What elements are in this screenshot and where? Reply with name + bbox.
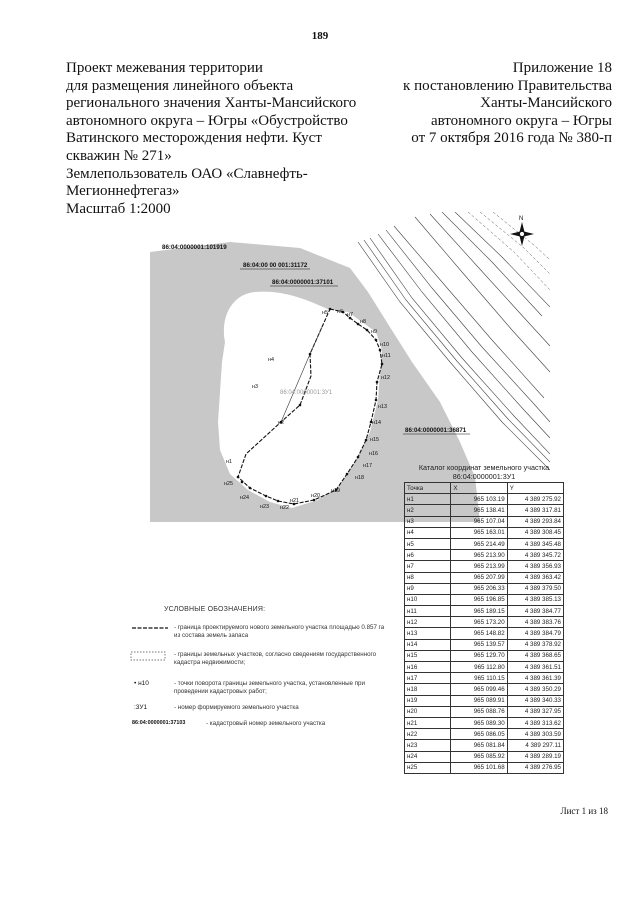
cadastral-label: 86:04:00 00 001:31172 bbox=[243, 262, 308, 269]
point-label: н1 bbox=[226, 459, 232, 465]
turning-point bbox=[313, 499, 316, 502]
cell-x: 965 129.70 bbox=[451, 650, 507, 661]
cell-y: 4 389 308.45 bbox=[507, 527, 563, 538]
point-label: н25 bbox=[224, 481, 233, 487]
cell-point: н1 bbox=[405, 494, 451, 505]
table-row bbox=[405, 617, 564, 628]
turning-point bbox=[375, 339, 378, 342]
project-title-line: скважин № 271» bbox=[66, 147, 172, 164]
coordinate-table bbox=[404, 482, 564, 774]
appendix-line: Приложение 18 bbox=[512, 60, 612, 76]
turning-point bbox=[309, 353, 312, 356]
table-row bbox=[405, 494, 564, 505]
cell-x: 965 085.92 bbox=[451, 751, 507, 762]
turning-point bbox=[329, 308, 332, 311]
cell-point: н18 bbox=[405, 684, 451, 695]
legend-symbol: • н10 bbox=[134, 680, 149, 687]
cell-y: 4 389 297.11 bbox=[507, 740, 563, 751]
point-label: н16 bbox=[369, 451, 378, 457]
cell-point: н24 bbox=[405, 751, 451, 762]
point-label: н5 bbox=[322, 310, 328, 316]
map-scale: Масштаб 1:2000 bbox=[66, 200, 171, 217]
cell-x: 965 110.15 bbox=[451, 673, 507, 684]
column-header-y: Y bbox=[507, 483, 563, 494]
cell-point: н17 bbox=[405, 673, 451, 684]
turning-point bbox=[357, 323, 360, 326]
cadastral-label: 86:04:0000001:101919 bbox=[162, 244, 227, 251]
point-label: н3 bbox=[252, 384, 258, 390]
table-row bbox=[405, 550, 564, 561]
cell-x: 965 196.85 bbox=[451, 594, 507, 605]
turning-point bbox=[346, 473, 349, 476]
cadastral-label: 86:04:0000001:37101 bbox=[272, 279, 334, 286]
road-lines bbox=[468, 212, 550, 290]
appendix-line: к постановлению Правительства bbox=[403, 77, 612, 94]
cell-point: н21 bbox=[405, 717, 451, 728]
turning-point bbox=[299, 404, 302, 407]
cell-y: 4 389 345.72 bbox=[507, 550, 563, 561]
point-label: н14 bbox=[372, 420, 381, 426]
turning-point bbox=[370, 421, 373, 424]
dashed-line-symbol bbox=[130, 624, 170, 632]
cell-y: 4 389 368.65 bbox=[507, 650, 563, 661]
point-label: н7 bbox=[347, 312, 353, 318]
point-label: н13 bbox=[378, 404, 387, 410]
project-title-line: автономного округа – Югры «Обустройство bbox=[66, 112, 348, 129]
cell-y: 4 389 361.39 bbox=[507, 673, 563, 684]
cell-point: н15 bbox=[405, 650, 451, 661]
legend-item-text: - точки поворота границы земельного участка, установленные при проведении кадастровых работ; bbox=[174, 680, 365, 695]
table-row bbox=[405, 740, 564, 751]
cell-y: 4 389 384.77 bbox=[507, 606, 563, 617]
north-label: N bbox=[519, 216, 524, 222]
point-label: н21 bbox=[290, 498, 299, 504]
cell-x: 965 086.05 bbox=[451, 729, 507, 740]
point-label: н15 bbox=[370, 437, 379, 443]
table-row bbox=[405, 606, 564, 617]
turning-point bbox=[381, 363, 384, 366]
point-label: н4 bbox=[268, 357, 274, 363]
cell-point: н13 bbox=[405, 628, 451, 639]
cell-x: 965 103.19 bbox=[451, 494, 507, 505]
table-row bbox=[405, 628, 564, 639]
project-title-line: регионального значения Ханты-Мансийского bbox=[66, 95, 357, 112]
cell-y: 4 389 289.19 bbox=[507, 751, 563, 762]
cell-y: 4 389 379.50 bbox=[507, 583, 563, 594]
point-label: н9 bbox=[371, 329, 377, 335]
project-title bbox=[66, 60, 356, 218]
cell-x: 965 207.99 bbox=[451, 572, 507, 583]
cell-y: 4 389 378.92 bbox=[507, 639, 563, 650]
table-row bbox=[405, 751, 564, 762]
cell-x: 965 213.90 bbox=[451, 550, 507, 561]
project-title-line: Землепользователь ОАО «Славнефть- bbox=[66, 165, 308, 182]
cell-x: 965 089.91 bbox=[451, 695, 507, 706]
table-row bbox=[405, 505, 564, 516]
catalog-title-line: Каталог координат земельного участка bbox=[418, 463, 550, 472]
table-row bbox=[405, 650, 564, 661]
cell-y: 4 389 385.13 bbox=[507, 594, 563, 605]
legend-symbol: 86:04:0000001:37103 bbox=[132, 720, 186, 726]
turning-point bbox=[379, 349, 382, 352]
legend-item-text: - кадастровый номер земельного участка bbox=[206, 720, 326, 727]
catalog-title bbox=[404, 464, 564, 481]
turning-point bbox=[249, 487, 252, 490]
cell-x: 965 173.20 bbox=[451, 617, 507, 628]
cell-x: 965 088.76 bbox=[451, 706, 507, 717]
cell-point: н14 bbox=[405, 639, 451, 650]
cell-x: 965 206.33 bbox=[451, 583, 507, 594]
table-row bbox=[405, 729, 564, 740]
appendix-header bbox=[370, 60, 612, 148]
cell-y: 4 389 317.81 bbox=[507, 505, 563, 516]
cell-y: 4 389 340.33 bbox=[507, 695, 563, 706]
coordinate-catalog bbox=[404, 464, 564, 774]
cell-x: 965 214.49 bbox=[451, 538, 507, 549]
cell-point: н6 bbox=[405, 550, 451, 561]
point-label: н19 bbox=[331, 488, 340, 494]
cell-y: 4 389 384.79 bbox=[507, 628, 563, 639]
cell-y: 4 389 345.48 bbox=[507, 538, 563, 549]
table-row bbox=[405, 583, 564, 594]
legend-item-text: - границы земельных участков, согласно сведениям государственного кадастра недвижимости; bbox=[174, 651, 377, 666]
cell-x: 965 112.80 bbox=[451, 662, 507, 673]
cell-point: н10 bbox=[405, 594, 451, 605]
turning-point bbox=[357, 456, 360, 459]
cell-x: 965 101.68 bbox=[451, 762, 507, 773]
table-row bbox=[405, 561, 564, 572]
table-row bbox=[405, 538, 564, 549]
table-row bbox=[405, 594, 564, 605]
cell-y: 4 389 383.76 bbox=[507, 617, 563, 628]
table-header-row bbox=[405, 483, 564, 494]
cell-point: н5 bbox=[405, 538, 451, 549]
cell-y: 4 389 275.92 bbox=[507, 494, 563, 505]
point-label: н22 bbox=[280, 505, 289, 511]
cell-y: 4 389 303.59 bbox=[507, 729, 563, 740]
point-label: н17 bbox=[363, 463, 372, 469]
cell-point: н4 bbox=[405, 527, 451, 538]
cell-x: 965 148.82 bbox=[451, 628, 507, 639]
turning-point bbox=[277, 500, 280, 503]
dotted-box-symbol bbox=[130, 651, 170, 661]
appendix-line: автономного округа – Югры bbox=[430, 112, 612, 129]
cadastral-label: 86:04:0000001:36871 bbox=[405, 427, 467, 434]
north-arrow-icon bbox=[510, 222, 534, 246]
turning-point bbox=[366, 329, 369, 332]
cell-point: н8 bbox=[405, 572, 451, 583]
cell-point: н2 bbox=[405, 505, 451, 516]
project-title-line: для размещения линейного объекта bbox=[66, 77, 294, 94]
table-row bbox=[405, 762, 564, 773]
legend-title: УСЛОВНЫЕ ОБОЗНАЧЕНИЯ: bbox=[164, 606, 266, 613]
turning-point bbox=[241, 481, 244, 484]
point-label: н23 bbox=[260, 504, 269, 510]
cell-y: 4 389 363.42 bbox=[507, 572, 563, 583]
point-label: н11 bbox=[382, 353, 391, 359]
cell-y: 4 389 276.95 bbox=[507, 762, 563, 773]
cell-point: н9 bbox=[405, 583, 451, 594]
appendix-line: от 7 октября 2016 года № 380-п bbox=[411, 130, 612, 147]
turning-point bbox=[375, 399, 378, 402]
turning-point bbox=[365, 439, 368, 442]
point-label: н18 bbox=[355, 475, 364, 481]
cell-point: н23 bbox=[405, 740, 451, 751]
point-label: н10 bbox=[380, 342, 389, 348]
cell-x: 965 213.99 bbox=[451, 561, 507, 572]
cell-point: н19 bbox=[405, 695, 451, 706]
table-row bbox=[405, 572, 564, 583]
cell-point: н3 bbox=[405, 516, 451, 527]
cell-x: 965 081.84 bbox=[451, 740, 507, 751]
cell-y: 4 389 313.62 bbox=[507, 717, 563, 728]
table-row bbox=[405, 662, 564, 673]
catalog-title-line: 86:04:0000001:3У1 bbox=[452, 471, 516, 481]
table-row bbox=[405, 639, 564, 650]
table-row bbox=[405, 717, 564, 728]
parcel-number-label: 86:04:0000001:3У1 bbox=[280, 390, 333, 396]
cell-point: н25 bbox=[405, 762, 451, 773]
table-row bbox=[405, 516, 564, 527]
cell-x: 965 107.04 bbox=[451, 516, 507, 527]
table-row bbox=[405, 695, 564, 706]
project-title-line: Мегионнефтегаз» bbox=[66, 183, 180, 200]
table-row bbox=[405, 673, 564, 684]
legend-symbol: :3У1 bbox=[134, 704, 148, 711]
cell-point: н22 bbox=[405, 729, 451, 740]
point-label: н8 bbox=[360, 319, 366, 325]
cell-x: 965 089.30 bbox=[451, 717, 507, 728]
legend-item-text: - граница проектируемого нового земельного участка площадью 0.857 га из состава земель запаса bbox=[174, 624, 385, 639]
table-row bbox=[405, 684, 564, 695]
cell-x: 965 138.41 bbox=[451, 505, 507, 516]
turning-point bbox=[237, 476, 240, 479]
cell-y: 4 389 327.95 bbox=[507, 706, 563, 717]
legend-item-text: - номер формируемого земельного участка bbox=[174, 704, 299, 711]
point-label: н24 bbox=[240, 495, 249, 501]
cell-x: 965 163.01 bbox=[451, 527, 507, 538]
cell-y: 4 389 350.29 bbox=[507, 684, 563, 695]
coordinate-table-body bbox=[405, 494, 564, 774]
cell-y: 4 389 356.93 bbox=[507, 561, 563, 572]
cell-point: н12 bbox=[405, 617, 451, 628]
cell-x: 965 189.15 bbox=[451, 606, 507, 617]
cell-y: 4 389 361.51 bbox=[507, 662, 563, 673]
cell-x: 965 139.57 bbox=[451, 639, 507, 650]
turning-point bbox=[265, 495, 268, 498]
turning-point bbox=[376, 381, 379, 384]
cell-point: н7 bbox=[405, 561, 451, 572]
cell-point: н16 bbox=[405, 662, 451, 673]
point-label: н6 bbox=[337, 309, 343, 315]
column-header-point: Точка bbox=[405, 483, 451, 494]
point-label: н20 bbox=[311, 493, 320, 499]
point-label: н12 bbox=[381, 375, 390, 381]
point-label: н2 bbox=[278, 420, 284, 426]
appendix-line: Ханты-Мансийского bbox=[480, 95, 612, 112]
project-title-line: Проект межевания территории bbox=[66, 60, 263, 76]
sheet-number: Лист 1 из 18 bbox=[560, 806, 608, 816]
cell-y: 4 389 293.84 bbox=[507, 516, 563, 527]
page-number: 189 bbox=[311, 30, 329, 42]
column-header-x: X bbox=[451, 483, 507, 494]
cell-point: н11 bbox=[405, 606, 451, 617]
table-row bbox=[405, 706, 564, 717]
table-row bbox=[405, 527, 564, 538]
project-title-line: Ватинского месторождения нефти. Куст bbox=[66, 130, 322, 147]
cell-x: 965 099.46 bbox=[451, 684, 507, 695]
cell-point: н20 bbox=[405, 706, 451, 717]
